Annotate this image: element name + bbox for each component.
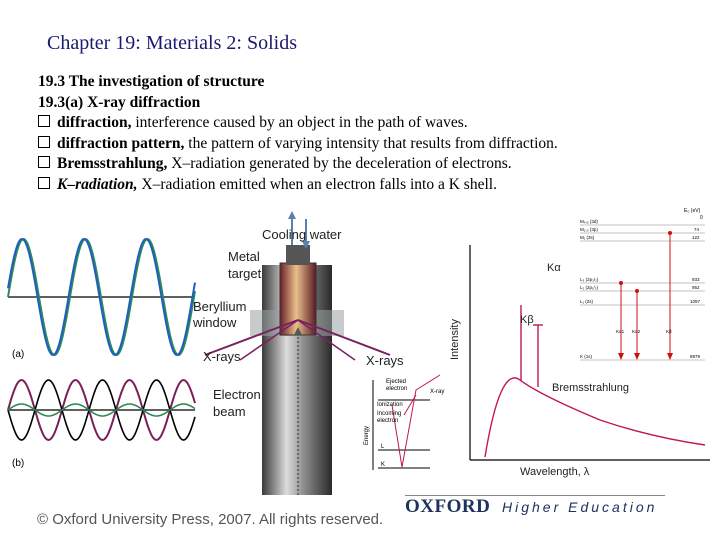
bullet-term: diffraction, [57, 114, 132, 131]
label-xray-small: X-ray [430, 389, 445, 395]
label-k-beta: Kβ [520, 314, 534, 326]
inset-level-label: L₁ (2s) [580, 299, 594, 304]
transition-label: Kα1 [616, 329, 625, 334]
inset-level-value: 122 [692, 235, 700, 240]
bullet-text: X–radiation generated by the deceleration of electrons. [167, 155, 512, 172]
energy-level-diagram [364, 375, 444, 470]
inset-level-value: 74 [694, 227, 700, 232]
bullet-text: X–radiation emitted when an electron falls into a K shell. [137, 175, 497, 193]
arrow-down-icon [634, 353, 640, 360]
label-ejected: electron [386, 386, 408, 392]
label-energy: Energy [364, 425, 370, 445]
figure-panel [0, 205, 720, 495]
label-ejected: Ejected [386, 379, 407, 385]
bullet-term: diffraction pattern, [57, 134, 185, 152]
inset-level-label: L₃ (2p₃/₂) [580, 277, 599, 282]
checkbox-bullet-icon [38, 136, 50, 148]
electron-dot [619, 281, 623, 285]
xray-tube-diagram [192, 211, 407, 495]
bullet-term: Bremsstrahlung, [57, 155, 168, 172]
checkbox-bullet-icon [38, 156, 50, 168]
higher-education-text: Higher Education [502, 499, 658, 515]
subsection-heading: 19.3(a) X-ray diffraction [38, 93, 201, 111]
bullet-item [38, 113, 698, 134]
electron-dot [668, 231, 672, 235]
spectrum-ylabel: Intensity [449, 319, 461, 360]
oxford-logo: OXFORD [405, 496, 491, 517]
label-metal-target: Metal [228, 249, 260, 264]
label-xrays-right: X-rays [366, 353, 404, 368]
label-K: K [381, 462, 386, 468]
inset-unit: E₀ (eV) [684, 208, 701, 214]
inset-level-value: 952 [692, 285, 700, 290]
label-metal-target: target [228, 266, 262, 281]
transition-label: Kβ [666, 329, 672, 334]
bullet-list [38, 72, 698, 195]
label-electron-beam: Electron [213, 387, 261, 402]
arrow-up-icon [288, 211, 296, 219]
label-xrays-left: X-rays [203, 349, 241, 364]
inset-level-label: M₄,₅ (3d) [580, 219, 598, 224]
label-incoming: Incoming [377, 411, 402, 417]
checkbox-bullet-icon [38, 115, 50, 127]
label-beryllium-window: Beryllium [193, 299, 247, 314]
arrow-down-icon [667, 353, 673, 360]
transition-label: Kα2 [632, 329, 641, 334]
spectrum-xlabel: Wavelength, λ [520, 466, 590, 478]
bullet-term: K–radiation, [57, 175, 138, 193]
label-k-alpha: Kα [547, 262, 561, 274]
label-L: L [381, 444, 385, 450]
wave-label-a: (a) [12, 349, 25, 360]
label-bremsstrahlung: Bremsstrahlung [552, 382, 630, 394]
inset-level-label: K (1s) [580, 354, 593, 359]
inset-level-label: M₂,₃ (3p) [580, 227, 598, 232]
bullet-item [38, 134, 698, 155]
section-heading: 19.3 The investigation of structure [38, 73, 265, 90]
arrow-down-icon [618, 353, 624, 360]
bullet-text: interference caused by an object in the path of waves. [131, 114, 468, 131]
slide-title: Chapter 19: Materials 2: Solids [47, 32, 297, 54]
copyright-text: © Oxford University Press, 2007. All rights reserved. [37, 511, 384, 528]
inset-level-label: M₁ (3s) [580, 235, 595, 240]
wave-diagram [8, 239, 195, 469]
k-shell-inset [580, 208, 705, 360]
bullet-item [38, 175, 698, 196]
bullet-text: the pattern of varying intensity that results from diffraction. [184, 134, 558, 152]
inset-level-value: 1097 [690, 299, 701, 304]
inset-level-label: L₂ (2p₁/₂) [580, 285, 599, 290]
label-beryllium-window: window [193, 315, 237, 330]
checkbox-bullet-icon [38, 177, 50, 189]
inset-level-value: 933 [692, 277, 700, 282]
inset-zero: 0 [700, 215, 703, 221]
label-cooling-water: Cooling water [262, 227, 342, 242]
bullet-item [38, 154, 698, 175]
label-electron-beam: beam [213, 404, 246, 419]
label-incoming: electron [377, 418, 399, 424]
label-ionization: Ionization [377, 402, 403, 408]
wave-label-b: (b) [12, 458, 25, 469]
inset-level-value: 8979 [690, 354, 701, 359]
ejected-arrow [404, 395, 416, 415]
electron-dot [635, 289, 639, 293]
